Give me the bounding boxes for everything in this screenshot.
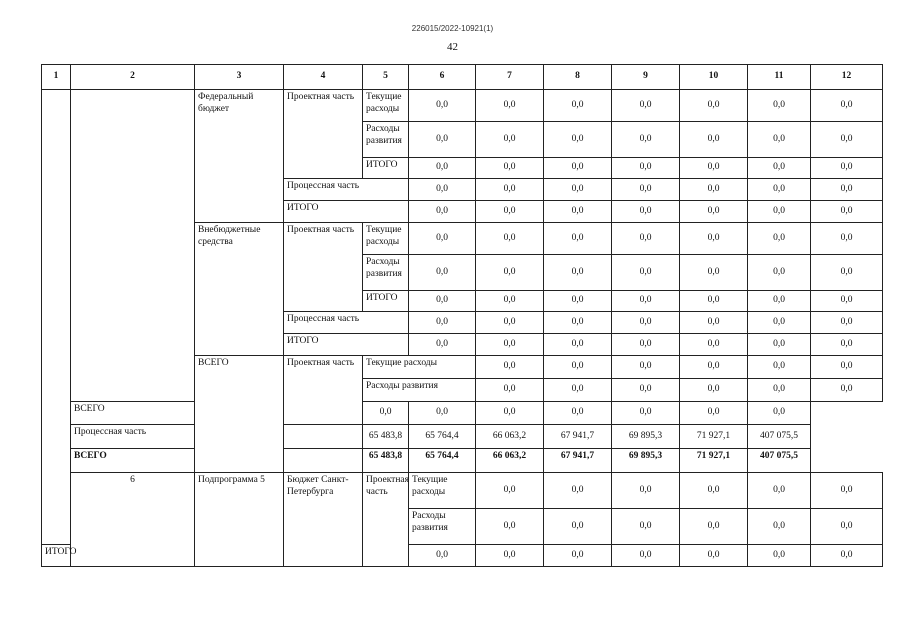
total-cell: 65 483,8 [363,425,409,449]
row-number-cell: 6 [71,473,195,567]
value-cell: 0,0 [476,545,544,567]
value-cell: 0,0 [811,201,883,223]
value-cell: 0,0 [748,223,811,255]
value-cell: 0,0 [612,473,680,509]
value-cell: 0,0 [476,158,544,179]
value-cell: 0,0 [748,179,811,201]
value-cell: 0,0 [476,356,544,379]
column-header: 9 [612,65,680,90]
value-cell: 0,0 [811,473,883,509]
grand-total-cell: 407 075,5 [748,449,811,473]
expense-type-cell: Расходы развития [363,255,409,291]
value-cell: 0,0 [811,291,883,312]
value-cell: 0,0 [476,402,544,425]
value-cell: 0,0 [409,291,476,312]
expense-type-cell: ВСЕГО [71,402,284,425]
table-row [42,473,883,509]
value-cell: 0,0 [680,356,748,379]
value-cell: 0,0 [680,291,748,312]
value-cell: 0,0 [748,473,811,509]
value-cell: 0,0 [811,90,883,122]
column-header: 2 [71,65,195,90]
value-cell: 0,0 [612,545,680,567]
value-cell: 0,0 [612,201,680,223]
expense-type-cell: Текущие расходы [409,473,476,509]
value-cell: 0,0 [811,179,883,201]
value-cell: 0,0 [409,255,476,291]
value-cell: 0,0 [409,334,476,356]
value-cell: 0,0 [476,334,544,356]
value-cell: 0,0 [748,255,811,291]
value-cell: 0,0 [544,291,612,312]
value-cell: 0,0 [544,356,612,379]
value-cell: 0,0 [680,158,748,179]
expense-type-cell: ИТОГО [363,158,409,179]
header-row [42,65,883,90]
grand-total-cell: 66 063,2 [476,449,544,473]
table-row [42,425,883,449]
value-cell: 0,0 [612,122,680,158]
total-cell: 71 927,1 [680,425,748,449]
source-cell: Федеральный бюджет [195,90,284,223]
grand-total-label: ВСЕГО [71,449,363,473]
part-cell: Проектная часть [363,473,409,567]
grand-total-cell: 67 941,7 [544,449,612,473]
value-cell: 0,0 [811,255,883,291]
part-cell: ИТОГО [284,201,409,223]
value-cell: 0,0 [409,312,476,334]
column-header: 12 [811,65,883,90]
value-cell: 0,0 [680,255,748,291]
value-cell: 0,0 [544,312,612,334]
value-cell: 0,0 [680,201,748,223]
value-cell: 0,0 [680,473,748,509]
total-cell: 65 764,4 [409,425,476,449]
table-row [42,90,883,122]
value-cell: 0,0 [680,122,748,158]
value-cell: 0,0 [544,379,612,402]
value-cell: 0,0 [476,473,544,509]
budget-table [41,64,883,567]
table-row [42,449,883,473]
value-cell: 0,0 [612,402,680,425]
grand-total-cell: 69 895,3 [612,449,680,473]
column-header: 4 [284,65,363,90]
value-cell: 0,0 [544,509,612,545]
value-cell: 0,0 [544,179,612,201]
value-cell: 0,0 [409,158,476,179]
value-cell: 0,0 [476,179,544,201]
total-cell: 407 075,5 [748,425,811,449]
expense-type-cell: Расходы развития [363,122,409,158]
source-cell: Внебюджетные средства [195,223,284,356]
column-header: 7 [476,65,544,90]
total-cell: 67 941,7 [544,425,612,449]
row-number-cell [42,90,71,545]
grand-total-cell: 65 483,8 [363,449,409,473]
program-name-cell [71,90,195,402]
column-header: 11 [748,65,811,90]
expense-type-cell: ИТОГО [363,291,409,312]
value-cell: 0,0 [680,334,748,356]
value-cell: 0,0 [476,291,544,312]
column-header: 5 [363,65,409,90]
expense-type-cell: Текущие расходы [363,223,409,255]
value-cell: 0,0 [811,312,883,334]
value-cell: 0,0 [544,223,612,255]
value-cell: 0,0 [544,90,612,122]
value-cell: 0,0 [612,291,680,312]
part-cell: Проектная часть [284,223,363,312]
value-cell: 0,0 [544,122,612,158]
column-header: 6 [409,65,476,90]
part-cell: Проектная часть [284,90,363,179]
value-cell: 0,0 [544,334,612,356]
value-cell: 0,0 [363,402,409,425]
value-cell: 0,0 [544,545,612,567]
value-cell: 0,0 [612,90,680,122]
total-cell: 66 063,2 [476,425,544,449]
total-cell: 69 895,3 [612,425,680,449]
value-cell: 0,0 [680,312,748,334]
value-cell: 0,0 [748,90,811,122]
value-cell: 0,0 [680,545,748,567]
value-cell: 0,0 [748,291,811,312]
value-cell: 0,0 [476,509,544,545]
value-cell: 0,0 [748,201,811,223]
value-cell: 0,0 [476,255,544,291]
value-cell: 0,0 [612,334,680,356]
value-cell: 0,0 [811,545,883,567]
value-cell: 0,0 [409,402,476,425]
value-cell: 0,0 [612,223,680,255]
part-cell: ИТОГО [284,334,409,356]
program-name-cell: ВСЕГО [195,356,284,473]
value-cell: 0,0 [409,223,476,255]
value-cell: 0,0 [612,255,680,291]
value-cell: 0,0 [748,122,811,158]
value-cell: 0,0 [680,179,748,201]
value-cell: 0,0 [409,122,476,158]
value-cell: 0,0 [811,158,883,179]
source-cell: Бюджет Санкт-Петербурга [284,473,363,567]
value-cell: 0,0 [409,201,476,223]
value-cell: 0,0 [612,312,680,334]
value-cell: 0,0 [476,379,544,402]
value-cell: 0,0 [748,158,811,179]
expense-type-cell: Текущие расходы [363,90,409,122]
value-cell: 0,0 [409,545,476,567]
value-cell: 0,0 [811,334,883,356]
part-cell: Процессная часть [284,179,409,201]
value-cell: 0,0 [748,379,811,402]
value-cell: 0,0 [748,312,811,334]
column-header: 1 [42,65,71,90]
grand-total-cell: 65 764,4 [409,449,476,473]
value-cell: 0,0 [476,201,544,223]
value-cell: 0,0 [748,509,811,545]
column-header: 10 [680,65,748,90]
value-cell: 0,0 [409,179,476,201]
value-cell: 0,0 [748,334,811,356]
grand-total-cell: 71 927,1 [680,449,748,473]
value-cell: 0,0 [811,223,883,255]
value-cell: 0,0 [612,356,680,379]
value-cell: 0,0 [544,473,612,509]
value-cell: 0,0 [748,356,811,379]
value-cell: 0,0 [680,223,748,255]
value-cell: 0,0 [811,356,883,379]
part-cell: Процессная часть [284,312,409,334]
value-cell: 0,0 [476,90,544,122]
value-cell: 0,0 [544,201,612,223]
expense-type-cell: Текущие расходы [363,356,476,379]
value-cell: 0,0 [476,223,544,255]
value-cell: 0,0 [680,90,748,122]
expense-type-cell: Расходы развития [409,509,476,545]
value-cell: 0,0 [612,179,680,201]
value-cell: 0,0 [811,122,883,158]
source-cell: Проектная часть [284,356,363,425]
process-part-label: Процессная часть [71,425,363,449]
value-cell: 0,0 [811,379,883,402]
value-cell: 0,0 [544,402,612,425]
value-cell: 0,0 [544,255,612,291]
page-number: 42 [447,41,458,53]
value-cell: 0,0 [612,379,680,402]
value-cell: 0,0 [811,509,883,545]
value-cell: 0,0 [612,158,680,179]
column-header: 3 [195,65,284,90]
value-cell: 0,0 [544,158,612,179]
value-cell: 0,0 [409,90,476,122]
value-cell: 0,0 [748,402,811,425]
value-cell: 0,0 [476,312,544,334]
value-cell: 0,0 [680,509,748,545]
document-id: 226015/2022-10921(1) [411,24,494,33]
table-row [42,402,883,425]
value-cell: 0,0 [680,379,748,402]
value-cell: 0,0 [612,509,680,545]
expense-type-cell: ИТОГО [42,545,71,567]
value-cell: 0,0 [748,545,811,567]
value-cell: 0,0 [476,122,544,158]
expense-type-cell: Расходы развития [363,379,476,402]
program-name-cell: Подпрограмма 5 [195,473,284,567]
value-cell: 0,0 [680,402,748,425]
column-header: 8 [544,65,612,90]
